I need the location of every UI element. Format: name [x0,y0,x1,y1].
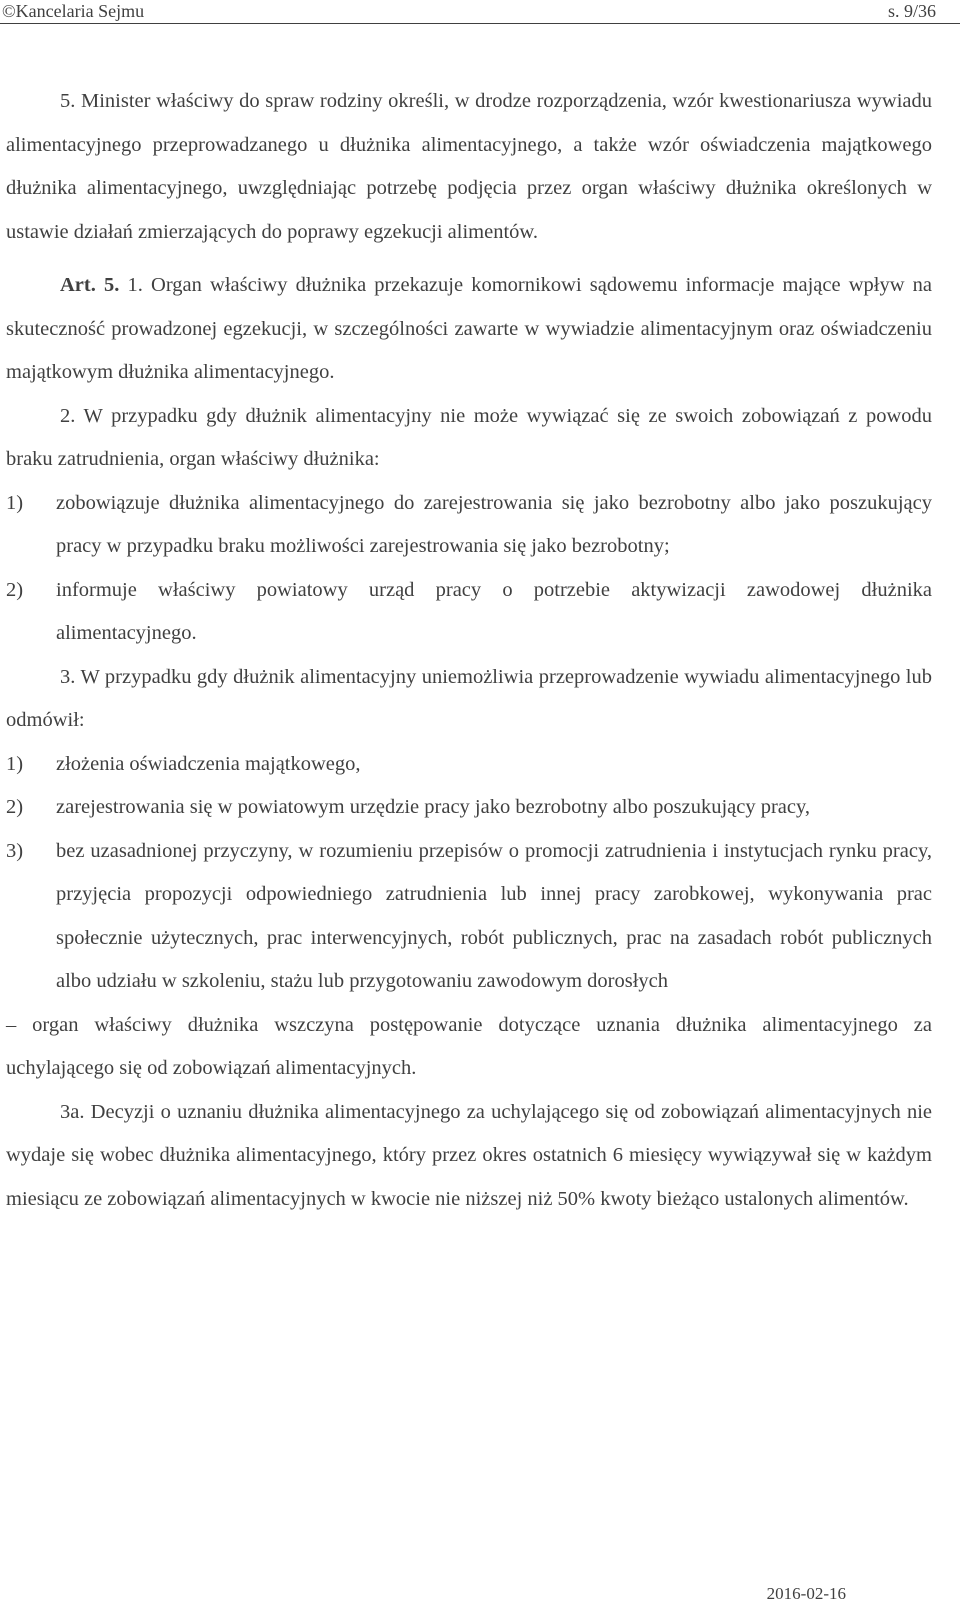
article-5-paragraph-3a: 3a. Decyzji o uznaniu dłużnika alimentacyjnego za uchylającego się od zobowiązań alimentacyjnych nie wydaje się wobec dłużnika alimentacyjnego, który przez okres ostatnich 6 miesięcy wywiązywał się w każdym miesiącu ze zobowiązań alimentacyjnych w kwocie nie niższej niż 50% kwoty bieżąco ustalonych alimentów. [6,1100,932,1210]
list-item-number: 1) [6,491,24,514]
document-date: 2016-02-16 [766,1584,846,1603]
list-item-text: złożenia oświadczenia majątkowego, [56,752,361,775]
list-item-number: 2) [6,796,24,818]
page-number: s. 9/36 [887,1,936,21]
article-5-p1-text: 1. Organ właściwy dłużnika przekazuje komornikowi sądowemu informacje mające wpływ na skuteczność prowadzonej egzekucji, w szczególności zawarte w wywiadzie alimentacyjnym oraz oświadczeniu majątkowym dłużnika alimentacyjnego. [6,274,933,383]
list-item-number: 3) [6,839,24,862]
list-item-text: zobowiązuje dłużnika alimentacyjnego do zarejestrowania się jako bezrobotny albo jako poszukujący pracy w przypadku braku możliwości zarejestrowania się jako bezrobotny; [56,491,932,557]
list-item-text: bez uzasadnionej przyczyny, w rozumieniu przepisów o promocji zatrudnienia i instytucjach rynku pracy, przyjęcia propozycji odpowiedniego zatrudnienia lub innej pracy zarobkowej, wykonywania prac społecznie użytecznych, prac interwencyjnych, robót publicznych, prac na zasadach robót publicznych albo udziału w szkoleniu, stażu lub przygotowaniu zawodowym dorosłych [56,839,932,992]
header-copyright: ©Kancelaria Sejmu [2,1,145,21]
article-5-paragraph-1 [6,264,932,395]
list-item [6,786,932,830]
list-item-text: zarejestrowania się w powiatowym urzędzie pracy jako bezrobotny albo poszukujący pracy, [56,796,811,818]
article-5-paragraph-3-conclusion: – organ właściwy dłużnika wszczyna postępowanie dotyczące uznania dłużnika alimentacyjnego za uchylającego się od zobowiązań alimentacyjnych. [6,1013,932,1079]
list-item-text: informuje właściwy powiatowy urząd pracy o potrzebie aktywizacji zawodowej dłużnika alimentacyjnego. [56,578,932,644]
list-item-number: 1) [6,752,24,775]
document-body [6,80,932,1221]
article-5-paragraph-2: 2. W przypadku gdy dłużnik alimentacyjny nie może wywiązać się ze swoich zobowiązań z powodu braku zatrudnienia, organ właściwy dłużnika: [6,404,932,470]
page-header [0,0,960,24]
list-item [6,743,932,787]
list-item [6,569,932,656]
list-item [6,830,932,1004]
list-item [6,482,932,569]
article-heading: Art. 5. [60,274,120,296]
list-item-number: 2) [6,578,24,601]
article-5-paragraph-3: 3. W przypadku gdy dłużnik alimentacyjny uniemożliwia przeprowadzenie wywiadu alimentacyjnego lub odmówił: [6,665,932,731]
header-divider [0,23,960,24]
paragraph-5: 5. Minister właściwy do spraw rodziny określi, w drodze rozporządzenia, wzór kwestionariusza wywiadu alimentacyjnego przeprowadzanego u dłużnika alimentacyjnego, a także wzór oświadczenia majątkowego dłużnika alimentacyjnego, uwzględniając potrzebę podjęcia przez organ właściwy dłużnika określonych w ustawie działań zmierzających do poprawy egzekucji alimentów. [6,90,932,243]
